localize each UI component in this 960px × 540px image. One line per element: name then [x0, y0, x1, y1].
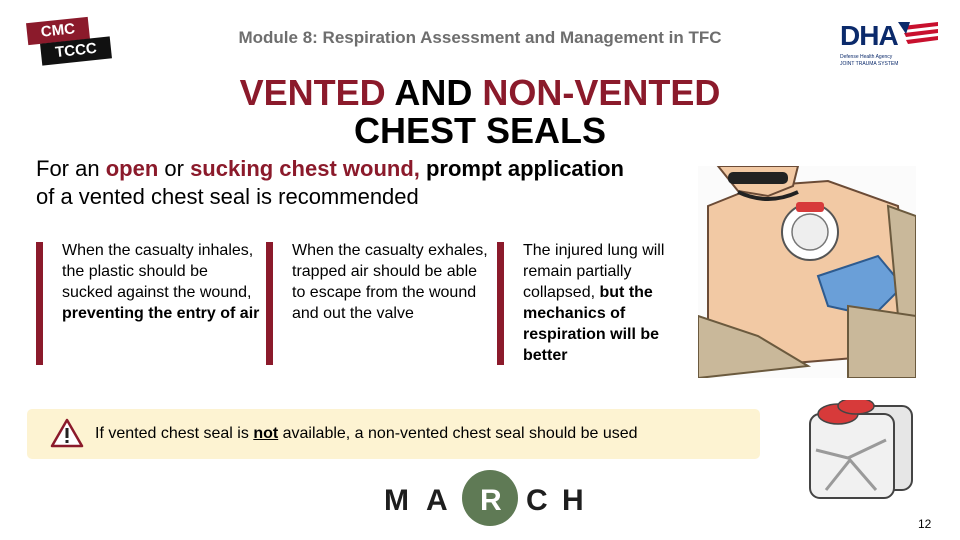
- logo-cmc-text: CMC: [26, 17, 90, 45]
- column-1: [62, 240, 262, 324]
- dha-letters: DHA: [840, 20, 898, 51]
- dha-logo: [840, 20, 940, 70]
- dha-sub2: JOINT TRAUMA SYSTEM: [840, 61, 899, 67]
- warning-triangle-icon: [50, 418, 84, 448]
- intro-t1: For an: [36, 156, 106, 181]
- column-bar-2: [266, 242, 273, 365]
- column-3-text: The injured lung will remain partially collapsed,: [523, 242, 665, 301]
- intro-prompt: prompt application: [419, 156, 624, 181]
- title-vented: VENTED: [239, 72, 386, 113]
- warning-text: [95, 425, 638, 443]
- slide-title-line1: [0, 72, 960, 114]
- casualty-chest-seal-illustration: [698, 166, 916, 378]
- intro-open: open: [105, 156, 159, 181]
- intro-sucking: sucking chest wound,: [190, 156, 420, 181]
- module-title: Module 8: Respiration Assessment and Management in TFC: [238, 28, 722, 47]
- page-number: 12: [918, 517, 932, 531]
- column-2: [292, 240, 492, 324]
- warning-after: available, a non-vented chest seal should be used: [278, 425, 638, 442]
- title-and: AND: [385, 72, 483, 113]
- slide-title-line2: CHEST SEALS: [353, 110, 607, 151]
- intro-t6: of a vented chest seal is recommended: [36, 184, 419, 209]
- title-non-vented: NON-VENTED: [482, 72, 721, 113]
- march-letter-a: A: [426, 484, 448, 517]
- intro-text: [36, 155, 696, 211]
- column-3: [523, 240, 688, 366]
- column-2-text: When the casualty exhales, trapped air should be able to escape from the wound and out the valve: [292, 242, 488, 322]
- march-letter-m: M: [384, 484, 409, 517]
- logo-tccc-text: TCCC: [40, 36, 112, 65]
- column-3-bold: but the mechanics of respiration will be better: [523, 284, 660, 364]
- march-letter-r: R: [480, 484, 502, 517]
- column-bar-3: [497, 242, 504, 365]
- intro-t3: or: [158, 156, 191, 181]
- march-letter-c: C: [526, 484, 548, 517]
- dha-sub1: Defense Health Agency: [840, 54, 893, 60]
- column-1-text: When the casualty inhales, the plastic should be sucked against the wound,: [62, 242, 254, 301]
- march-letter-h: H: [562, 484, 584, 517]
- warning-not: not: [253, 425, 279, 442]
- cmc-tccc-logo: [27, 18, 111, 62]
- column-1-bold: preventing the entry of air: [62, 305, 260, 322]
- march-acronym: [380, 470, 590, 526]
- chest-seal-package-illustration: [806, 400, 914, 500]
- column-bar-1: [36, 242, 43, 365]
- warning-before: If vented chest seal is: [95, 425, 254, 442]
